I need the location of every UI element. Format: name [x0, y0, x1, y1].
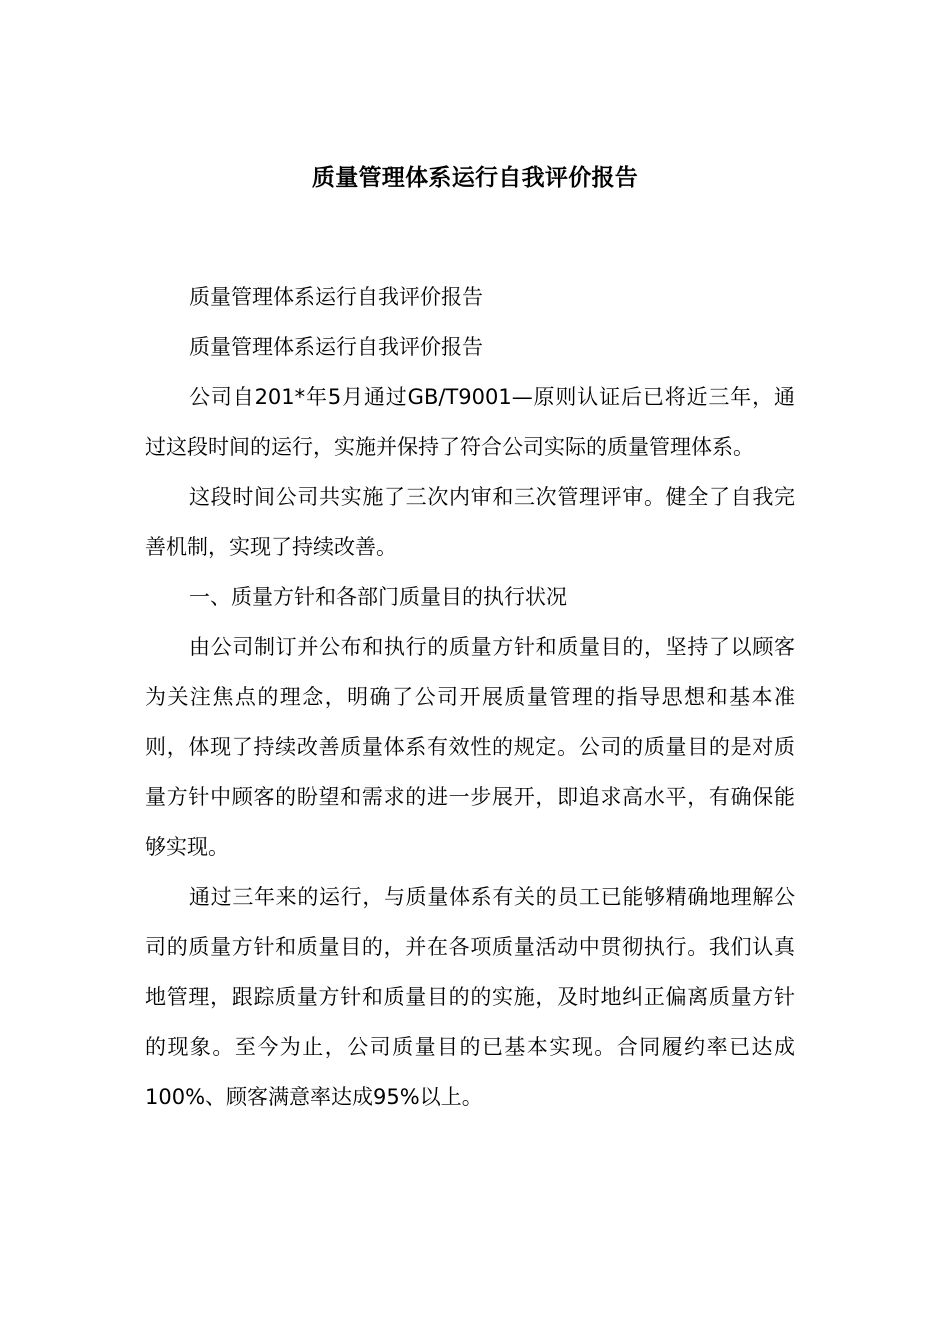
document-body	[145, 272, 795, 1122]
paragraph-results: 通过三年来的运行，与质量体系有关的员工已能够精确地理解公司的质量方针和质量目的，并在各项质量活动中贯彻执行。我们认真地管理，跟踪质量方针和质量目的的实施，及时地纠正偏离质量方针的现象。至今为止，公司质量目的已基本实现。合同履约率已达成100%、顾客满意率达成95%以上。	[145, 885, 795, 1109]
paragraph-heading-repeat-2: 质量管理体系运行自我评价报告	[189, 335, 483, 359]
paragraph-policy: 由公司制订并公布和执行的质量方针和质量目的，坚持了以顾客为关注焦点的理念，明确了公司开展质量管理的指导思想和基本准则，体现了持续改善质量体系有效性的规定。公司的质量目的是对质量方针中顾客的盼望和需求的进一步展开，即追求高水平，有确保能够实现。	[145, 635, 795, 859]
paragraph-certification: 公司自201*年5月通过GB/T9001—原则认证后已将近三年，通过这段时间的运行，实施并保持了符合公司实际的质量管理体系。	[145, 385, 795, 459]
document-title: 质量管理体系运行自我评价报告	[311, 165, 639, 191]
paragraph-audits: 这段时间公司共实施了三次内审和三次管理评审。健全了自我完善机制，实现了持续改善。	[145, 485, 795, 559]
paragraph-heading-repeat-1: 质量管理体系运行自我评价报告	[189, 285, 483, 309]
section-heading-policy: 一、质量方针和各部门质量目的执行状况	[189, 585, 567, 609]
